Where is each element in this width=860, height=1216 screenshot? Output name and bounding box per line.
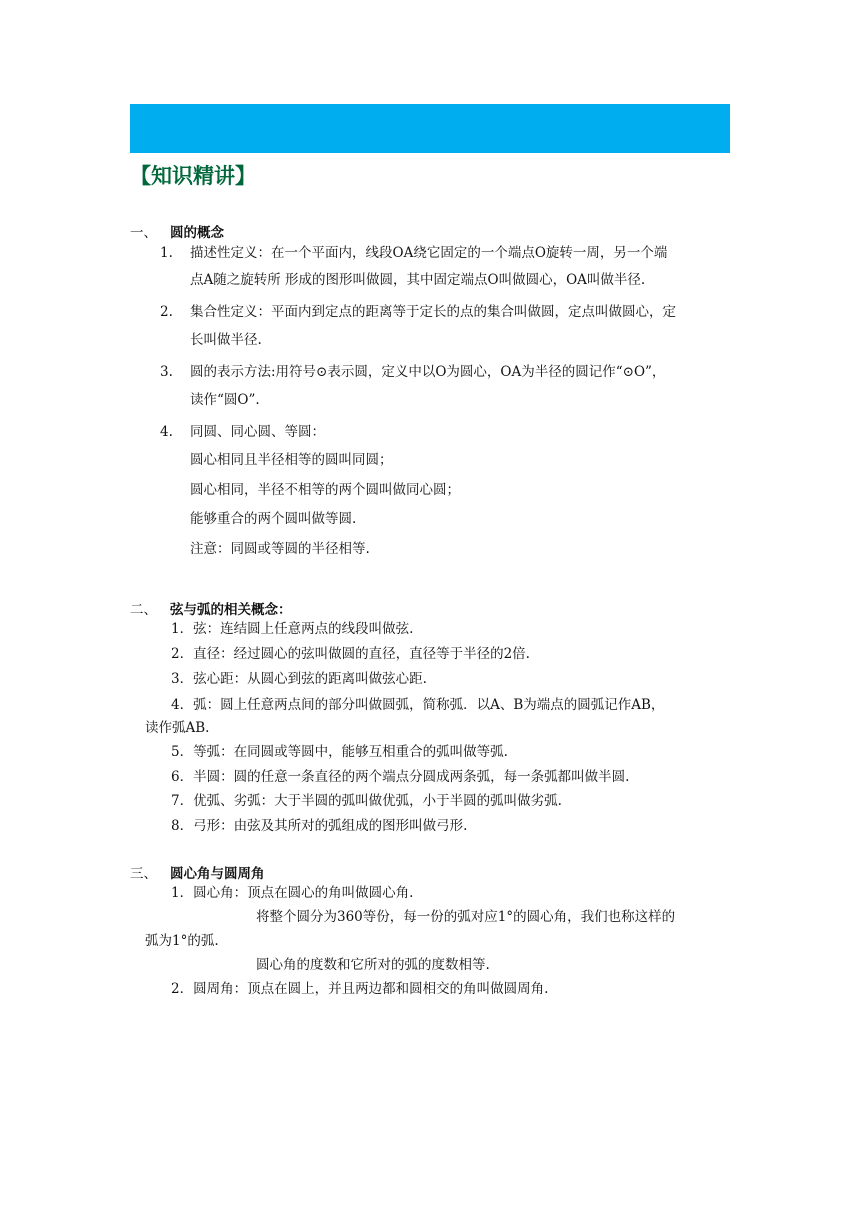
list-item: 2．圆周角：顶点在圆上，并且两边都和圆相交的角叫做圆周角. (171, 981, 549, 997)
list-item (160, 363, 665, 381)
section-title (130, 862, 265, 882)
list-item-continued: 圆心相同，半径不相等的两个圆叫做同心圆； (190, 482, 460, 498)
list-item: 2．直径：经过圆心的弦叫做圆的直径，直径等于半径的2倍. (171, 646, 530, 662)
section-heading: 圆心角与圆周角 (170, 866, 265, 882)
section-title (130, 221, 224, 241)
list-item-continued: 点A随之旋转所 形成的图形叫做圆，其中固定端点O叫做圆心，OA叫做半径. (190, 272, 646, 288)
list-item: 1．圆心角：顶点在圆心的角叫做圆心角. (171, 885, 414, 901)
section-number: 三、 (130, 866, 157, 882)
item-text: 同圆、同心圆、等圆： (190, 424, 325, 440)
list-item (160, 303, 676, 321)
section-number: 一、 (130, 225, 157, 241)
list-item: 8．弓形：由弦及其所对的弧组成的图形叫做弓形. (171, 818, 468, 834)
list-item: 6．半圆：圆的任意一条直径的两个端点分圆成两条弧，每一条弧都叫做半圆. (171, 769, 630, 785)
list-item-continued: 读作弧AB. (145, 720, 210, 736)
item-number: 2. (160, 304, 173, 320)
list-item: 1．弦：连结圆上任意两点的线段叫做弦. (171, 621, 414, 637)
item-number: 1. (160, 245, 173, 261)
header-banner (130, 104, 730, 153)
page-title: 【知识精讲】 (130, 164, 256, 188)
list-item-continued: 将整个圆分为360等份，每一份的弧对应1°的圆心角，我们也称这样的 (256, 909, 676, 925)
section-number: 二、 (130, 602, 157, 618)
list-item-continued: 长叫做半径. (190, 332, 262, 348)
list-item: 3．弦心距：从圆心到弦的距离叫做弦心距. (171, 671, 427, 687)
item-number: 3. (160, 364, 173, 380)
section-heading: 弦与弧的相关概念： (170, 602, 292, 618)
item-text: 圆的表示方法:用符号⊙表示圆，定义中以O为圆心，OA为半径的圆记作“⊙O”， (190, 364, 666, 380)
item-text: 描述性定义：在一个平面内，线段OA绕它固定的一个端点O旋转一周，另一个端 (190, 245, 668, 261)
list-item: 4．弧：圆上任意两点间的部分叫做圆弧，简称弧．以A、B为端点的圆弧记作AB， (171, 697, 665, 713)
list-item-continued: 注意：同圆或等圆的半径相等. (190, 541, 370, 557)
list-item-continued: 圆心相同且半径相等的圆叫同圆； (190, 452, 393, 468)
section-heading: 圆的概念 (170, 225, 224, 241)
list-item: 7．优弧、劣弧：大于半圆的弧叫做优弧，小于半圆的弧叫做劣弧. (171, 793, 562, 809)
list-item (160, 244, 667, 262)
section-title (130, 598, 292, 618)
list-item-continued: 弧为1°的弧. (145, 933, 219, 949)
list-item (160, 423, 325, 441)
list-item-continued: 能够重合的两个圆叫做等圆. (190, 511, 357, 527)
item-number: 4. (160, 424, 173, 440)
list-item-continued: 读作“圆O”. (190, 392, 260, 408)
item-text: 集合性定义：平面内到定点的距离等于定长的点的集合叫做圆，定点叫做圆心，定 (190, 304, 676, 320)
list-item-continued: 圆心角的度数和它所对的弧的度数相等. (256, 957, 490, 973)
list-item: 5．等弧：在同圆或等圆中，能够互相重合的弧叫做等弧. (171, 744, 508, 760)
